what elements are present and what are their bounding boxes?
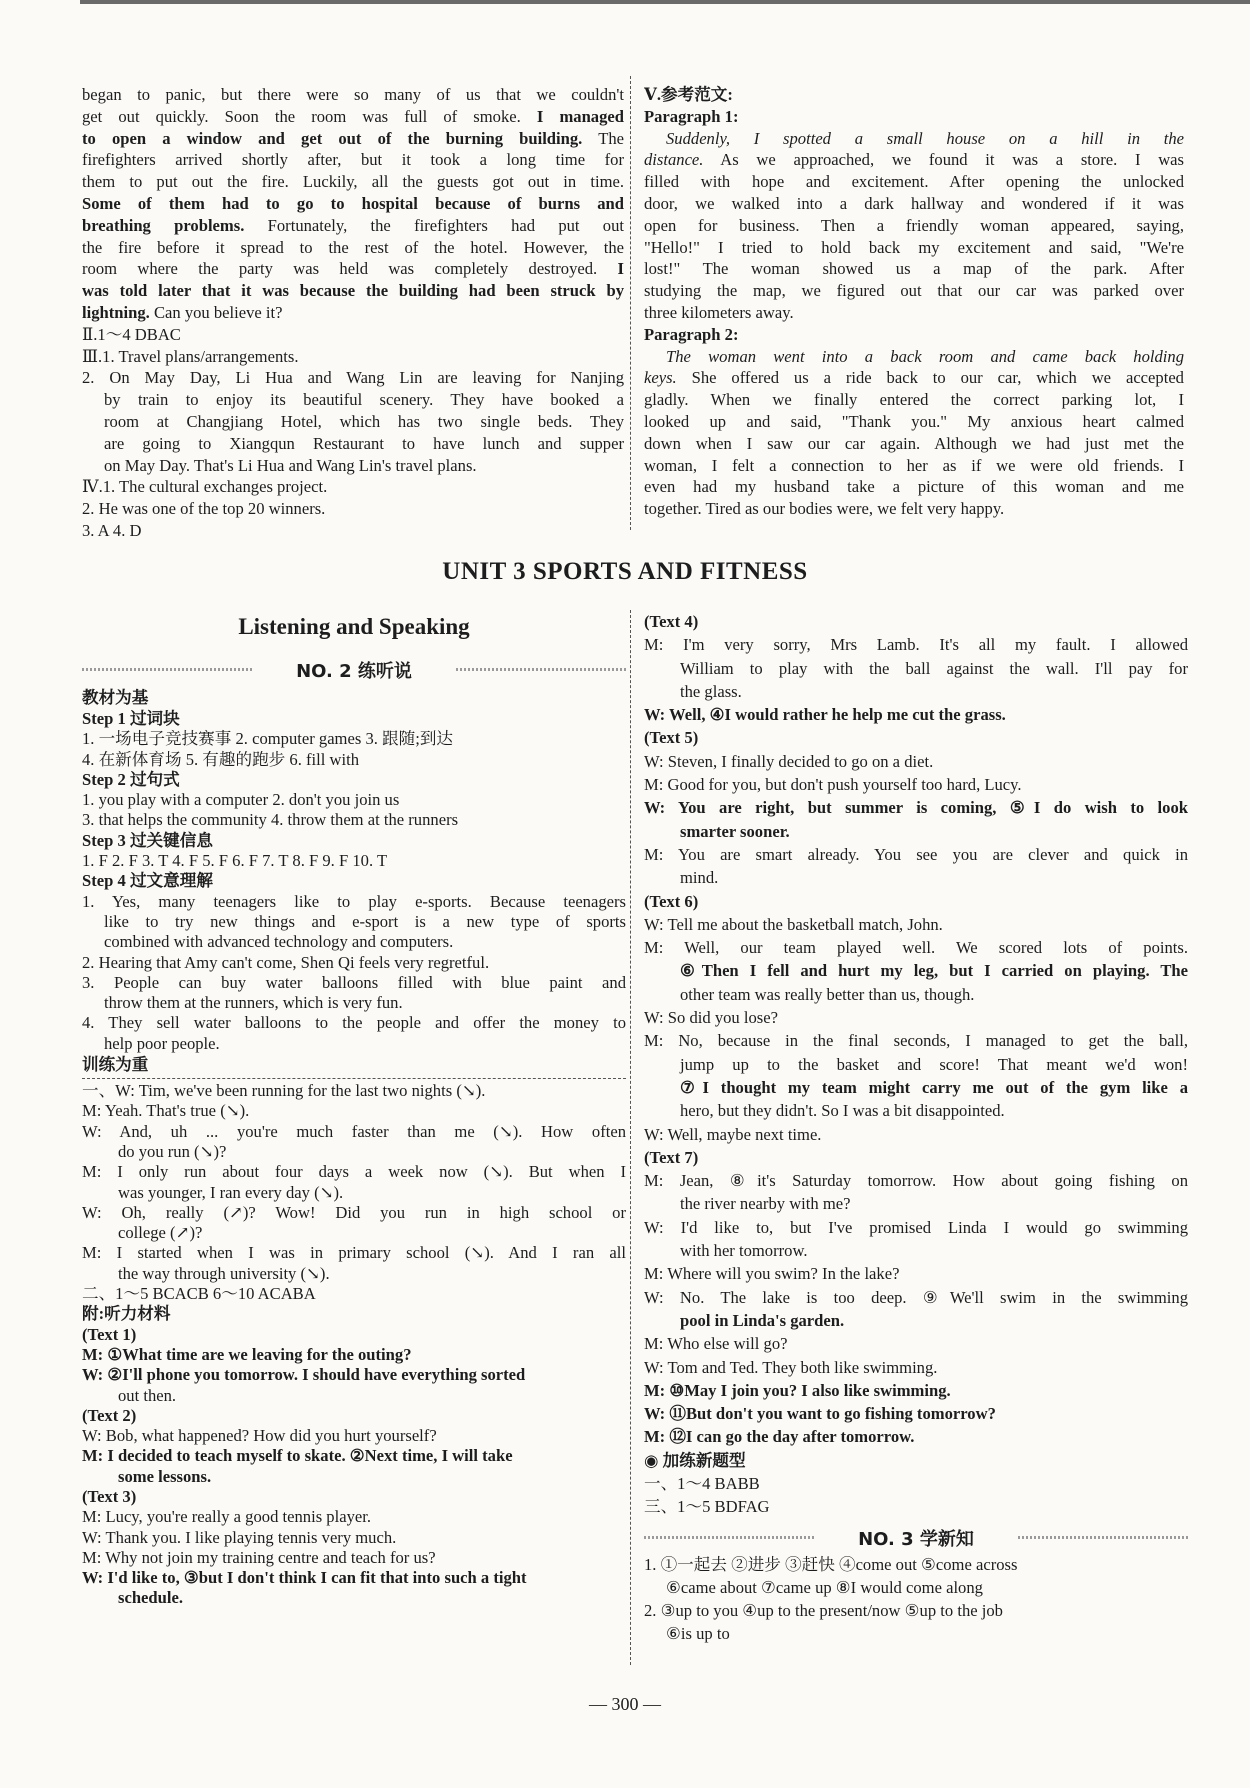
step-heading: Step 1 过词块 (82, 709, 180, 728)
dialogue-line: jump up to the basket and score! That meant we'd won! (680, 1054, 1188, 1074)
dialogue-line: M: Good for you, but don't push yourself too hard, Lucy. (644, 775, 1022, 795)
dialogue-line: W: Oh, really (↗)? Wow! Did you run in high school or (82, 1202, 626, 1222)
answer-line: are going to Xiangqun Restaurant to have lunch and supper (104, 433, 624, 453)
dialogue-line: M: Where will you swim? In the lake? (644, 1264, 900, 1284)
text-line: door, we walked into a dark hallway and wondered if it was (644, 193, 1184, 213)
text-line: filled with hope and excitement. After opening the unlocked (644, 172, 1184, 192)
extra-practice-heading: ◉ 加练新题型 (644, 1450, 746, 1470)
text-line: room where the party was held was completely destroyed. I (82, 259, 624, 279)
page-number: — 300 — (589, 1694, 661, 1714)
dialogue-line: mind. (680, 868, 719, 888)
text-label: (Text 2) (82, 1405, 137, 1425)
dialogue-line: schedule. (118, 1588, 183, 1608)
answer-line: 1. you play with a computer 2. don't you join us (82, 790, 400, 810)
text-line: together. Tired as our bodies were, we felt very happy. (644, 499, 1005, 519)
dialogue-line: M: Yeah. That's true (↘). (82, 1101, 250, 1121)
dialogue-line: out then. (118, 1385, 177, 1405)
dialogue-line: W: I'd like to, but I've promised Linda I would go swimming (644, 1217, 1188, 1237)
dialogue-line: with her tomorrow. (680, 1241, 808, 1261)
column-divider-bottom (630, 610, 631, 1665)
answer-line: help poor people. (104, 1033, 220, 1053)
answer-line: on May Day. That's Li Hua and Wang Lin's travel plans. (104, 455, 477, 475)
text-line: three kilometers away. (644, 302, 794, 322)
dialogue-line: the river nearby with me? (680, 1194, 851, 1214)
answer-line: 4. 在新体育场 5. 有趣的跑步 6. fill with (82, 749, 360, 769)
paragraph-label: Paragraph 2: (644, 324, 739, 344)
dialogue-line: was younger, I ran every day (↘). (118, 1182, 344, 1202)
text-line: open for business. Then a friendly woman appeared, saying, (644, 215, 1184, 235)
text-line: gladly. When we finally entered the correct parking lot, I (644, 390, 1184, 410)
dialogue-line: M: I'm very sorry, Mrs Lamb. It's all my fault. I allowed (644, 635, 1188, 655)
text-line: get out quickly. Soon the room was full of smoke. I managed (82, 106, 624, 126)
dialogue-line: W: Well, ④I would rather he help me cut the grass. (644, 705, 1006, 725)
answer-line: like to try new things and e-sport is a new type of sports (104, 911, 626, 931)
dialogue-line: ⑦I thought my team might carry me out of the gym like a (680, 1077, 1188, 1097)
dialogue-line: 一、W: Tim, we've been running for the last two nights (↘). (82, 1081, 486, 1101)
answer-line: 二、1～5 BCACB 6～10 ACABA (82, 1284, 316, 1304)
dashed-rule (82, 1076, 626, 1079)
dialogue-line: W: Well, maybe next time. (644, 1124, 822, 1144)
text-line: down when I saw our car again. Although we had just met the (644, 433, 1184, 453)
answer-line: ⑥is up to (666, 1624, 730, 1644)
dialogue-line: M: Who else will go? (644, 1334, 788, 1354)
text-line: them to put out the fire. Luckily, all the guests got out in time. (82, 172, 624, 192)
text-label: (Text 6) (644, 891, 699, 911)
answer-line: 3. A 4. D (82, 520, 142, 540)
answer-line: 2. He was one of the top 20 winners. (82, 499, 326, 519)
text-line: The woman went into a back room and came back holding (666, 346, 1184, 366)
top-left-column (82, 84, 624, 542)
column-divider-top (630, 76, 631, 530)
step-heading: Step 3 过关键信息 (82, 830, 213, 850)
dialogue-line: M: Lucy, you're really a good tennis player. (82, 1507, 371, 1527)
text-line: studying the map, we figured out that our car was parked over (644, 281, 1184, 301)
answer-line: 2. On May Day, Li Hua and Wang Lin are leaving for Nanjing (82, 368, 624, 388)
paragraph-label: Paragraph 1: (644, 106, 739, 126)
answer-line: 2. Hearing that Amy can't come, Shen Qi feels very regretful. (82, 952, 490, 972)
dialogue-line: M: Jean, ⑧it's Saturday tomorrow. How about going fishing on (644, 1171, 1188, 1191)
dialogue-line: M: I only run about four days a week now (↘). But when I (82, 1162, 626, 1182)
dialogue-line: some lessons. (118, 1466, 212, 1486)
dialogue-line: M: Well, our team played well. We scored lots of points. (644, 938, 1188, 958)
answer-line: 2. ③up to you ④up to the present/now ⑤up to the job (644, 1601, 1003, 1621)
text-line: lightning. Can you believe it? (82, 302, 283, 322)
dialogue-line: the way through university (↘). (118, 1263, 330, 1283)
answer-line: 3. People can buy water balloons filled with blue paint and (82, 972, 626, 992)
dialogue-line: M: Why not join my training centre and teach for us? (82, 1547, 436, 1567)
answer-line: 4. They sell water balloons to the people and offer the money to (82, 1013, 626, 1033)
answer-line: 1. 一场电子竞技赛事 2. computer games 3. 跟随;到达 (82, 729, 454, 749)
dialogue-line: W: You are right, but summer is coming, ⑤I do wish to look (644, 798, 1188, 818)
answer-line: 1. F 2. F 3. T 4. F 5. F 6. F 7. T 8. F 9. F 10. T (82, 851, 388, 871)
answer-line: 1. Yes, many teenagers like to play e-sports. Because teenagers (82, 891, 626, 911)
heading-training: 训练为重 (82, 1055, 149, 1075)
dialogue-line: M: I decided to teach myself to skate. ②Next time, I will take (82, 1446, 513, 1466)
dialogue-line: W: ②I'll phone you tomorrow. I should have everything sorted (82, 1365, 526, 1385)
answer-line: by train to enjoy its beautiful scenery. They have booked a (104, 390, 624, 410)
dialogue-line: W: Thank you. I like playing tennis very much. (82, 1527, 397, 1547)
dialogue-line: M: You are smart already. You see you are clever and quick in (644, 844, 1188, 864)
dialogue-line: smarter sooner. (680, 821, 790, 841)
dialogue-line: W: Steven, I finally decided to go on a diet. (644, 751, 934, 771)
step-heading: Step 4 过文意理解 (82, 871, 213, 891)
text-line: to open a window and get out of the burning building. The (82, 128, 624, 148)
step-heading: Step 2 过句式 (82, 769, 180, 789)
dialogue-line: do you run (↘)? (118, 1141, 227, 1161)
dialogue-line: hero, but they didn't. So I was a bit disappointed. (680, 1101, 1005, 1121)
dialogue-line: M: No, because in the final seconds, I managed to get the ball, (644, 1031, 1188, 1051)
answer-line: 1. ①一起去 ②进步 ③赶快 ④come out ⑤come across (644, 1554, 1018, 1574)
text-line: was told later that it was because the building had been struck by (82, 281, 624, 301)
dialogue-line: W: Tell me about the basketball match, John. (644, 914, 943, 934)
text-line: Some of them had to go to hospital because of burns and (82, 193, 624, 213)
answer-line: combined with advanced technology and computers. (104, 932, 454, 952)
text-line: firefighters arrived shortly after, but it took a long time for (82, 150, 624, 170)
text-line: "Hello!" I tried to hold back my excitement and said, "We're (644, 237, 1184, 257)
dialogue-line: M: ①What time are we leaving for the outing? (82, 1344, 412, 1364)
dialogue-line: W: So did you lose? (644, 1008, 778, 1028)
dialogue-line: W: Tom and Ted. They both like swimming. (644, 1357, 938, 1377)
dialogue-line: W: I'd like to, ③but I don't think I can fit that into such a tight (82, 1568, 527, 1588)
text-line: looked up and said, "Thank you." My anxious heart calmed (644, 411, 1184, 431)
unit-title: UNIT 3 SPORTS AND FITNESS (442, 558, 808, 585)
dialogue-line: William to play with the ball against the wall. I'll pay for (680, 658, 1188, 678)
top-right-column (644, 84, 1184, 520)
text-label: (Text 7) (644, 1147, 699, 1167)
bottom-left-column (82, 655, 626, 1609)
dialogue-line: other team was really better than us, though. (680, 984, 975, 1004)
dialogue-line: W: Bob, what happened? How did you hurt yourself? (82, 1426, 437, 1446)
answer-line: Ⅲ.1. Travel plans/arrangements. (82, 346, 299, 366)
no2-banner (82, 657, 626, 681)
dialogue-line: W: And, uh ... you're much faster than me (↘). How often (82, 1121, 626, 1141)
dialogue-line: the glass. (680, 681, 742, 701)
bottom-right-column (644, 610, 1188, 1646)
dialogue-line: W: ⑪But don't you want to go fishing tomorrow? (644, 1404, 996, 1424)
dialogue-line: M: I started when I was in primary school (↘). And I ran all (82, 1243, 626, 1263)
top-rule (80, 0, 1250, 4)
text-line: Suddenly, I spotted a small house on a hill in the (666, 128, 1184, 148)
text-line: breathing problems. Fortunately, the firefighters had put out (82, 215, 624, 235)
dialogue-line: college (↗)? (118, 1223, 203, 1243)
answer-line: Ⅱ.1～4 DBAC (82, 324, 181, 344)
dialogue-line: M: ⑩May I join you? I also like swimming. (644, 1380, 951, 1400)
no3-banner-label: NO. 3 学新知 (848, 1525, 984, 1551)
text-label: (Text 3) (82, 1486, 137, 1506)
dialogue-line: M: ⑫I can go the day after tomorrow. (644, 1427, 915, 1447)
text-line: even had my husband take a picture of this woman and me (644, 477, 1184, 497)
answer-line: 一、1～4 BABB (644, 1473, 760, 1493)
text-line: woman, I felt a connection to her as if we were old friends. I (644, 455, 1184, 475)
dialogue-line: ⑥Then I fell and hurt my leg, but I carried on playing. The (680, 961, 1188, 981)
dialogue-line: pool in Linda's garden. (680, 1310, 845, 1330)
text-line: lost!" The woman showed us a map of the park. After (644, 259, 1184, 279)
answer-line: 3. that helps the community 4. throw them at the runners (82, 810, 459, 830)
text-line: began to panic, but there were so many of us that we couldn't (82, 85, 624, 104)
answer-line: room at Changjiang Hotel, which has two single beds. They (104, 411, 624, 431)
text-line: keys. She offered us a ride back to our car, which we accepted (644, 368, 1184, 388)
answer-line: Ⅳ.1. The cultural exchanges project. (82, 477, 328, 497)
answer-line: throw them at the runners, which is very fun. (104, 993, 403, 1013)
section-title: Listening and Speaking (238, 614, 470, 639)
no2-banner-label: NO. 2 练听说 (286, 657, 422, 683)
text-label: (Text 4) (644, 612, 699, 631)
dialogue-line: W: No. The lake is too deep. ⑨We'll swim in the swimming (644, 1287, 1188, 1307)
section-heading: Ⅴ.参考范文: (644, 85, 733, 104)
heading-listening-material: 附:听力材料 (82, 1304, 171, 1324)
answer-line: 三、1～5 BDFAG (644, 1497, 770, 1517)
text-line: distance. As we approached, we found it was a store. I was (644, 150, 1184, 170)
answer-line: ⑥came about ⑦came up ⑧I would come along (666, 1577, 983, 1597)
no3-banner (644, 1525, 1188, 1549)
heading-textbook: 教材为基 (82, 688, 149, 707)
text-label: (Text 1) (82, 1324, 137, 1344)
text-line: the fire before it spread to the rest of the hotel. However, the (82, 237, 624, 257)
text-label: (Text 5) (644, 728, 699, 748)
